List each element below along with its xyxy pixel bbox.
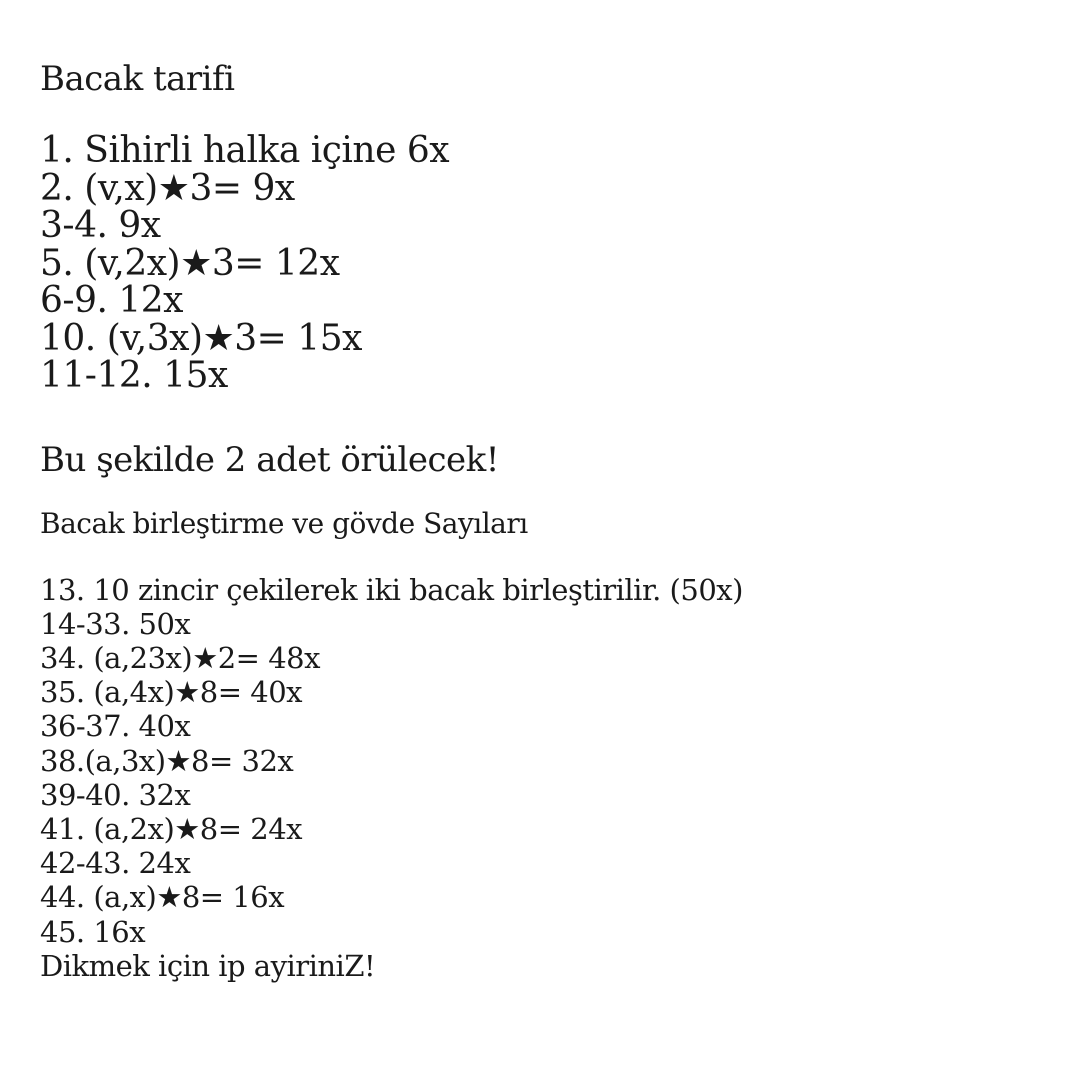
body-steps-list bbox=[40, 573, 1040, 949]
body-step: 45. 16x bbox=[40, 914, 146, 949]
body-step: 34. (a,23x)★2= 48x bbox=[40, 640, 320, 675]
body-step: 13. 10 zincir çekilerek iki bacak birleştirilir. (50x) bbox=[40, 572, 743, 607]
leg-step: 2. (v,x)★3= 9x bbox=[40, 167, 295, 209]
body-step: 35. (a,4x)★8= 40x bbox=[40, 675, 303, 710]
body-step: 38.(a,3x)★8= 32x bbox=[40, 743, 294, 778]
body-step: 42-43. 24x bbox=[40, 846, 191, 881]
recipe-page bbox=[40, 50, 1040, 983]
recipe-title: Bacak tarifi bbox=[40, 59, 235, 99]
body-step: 39-40. 32x bbox=[40, 777, 191, 812]
leg-step: 10. (v,3x)★3= 15x bbox=[40, 317, 362, 359]
section-subtitle: Bacak birleştirme ve gövde Sayıları bbox=[40, 506, 528, 540]
leg-step: 11-12. 15x bbox=[40, 355, 228, 396]
footer-note: Dikmek için ip ayiriniZ! bbox=[40, 948, 376, 983]
body-step: 44. (a,x)★8= 16x bbox=[40, 880, 285, 915]
body-step: 14-33. 50x bbox=[40, 606, 191, 641]
leg-step: 6-9. 12x bbox=[40, 280, 183, 321]
body-step: 36-37. 40x bbox=[40, 709, 191, 744]
leg-step: 3-4. 9x bbox=[40, 205, 161, 246]
leg-step: 5. (v,2x)★3= 12x bbox=[40, 242, 340, 284]
body-step: 41. (a,2x)★8= 24x bbox=[40, 811, 303, 846]
leg-steps-list bbox=[40, 132, 1040, 395]
repeat-note: Bu şekilde 2 adet örülecek! bbox=[40, 439, 499, 480]
leg-step: 1. Sihirli halka içine 6x bbox=[40, 130, 450, 171]
